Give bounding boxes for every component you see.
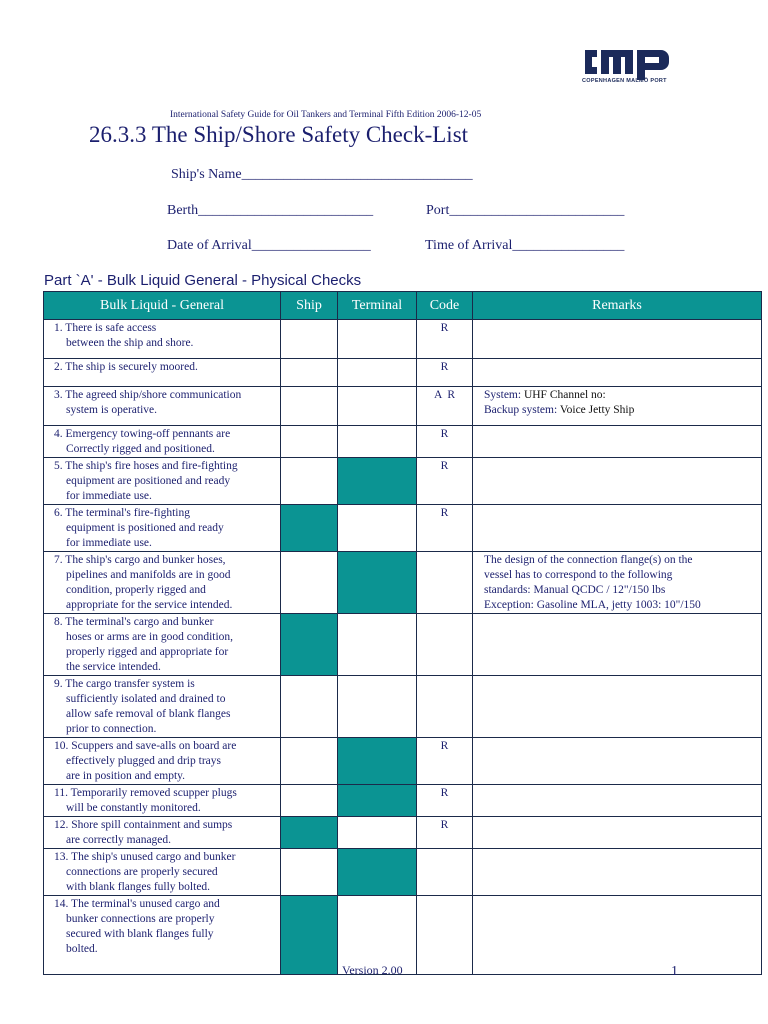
- remarks-value: The design of the connection flange(s) on the: [484, 554, 693, 566]
- remarks-line: [484, 598, 758, 613]
- check-item-line: 9. The cargo transfer system is: [54, 678, 195, 690]
- table-row: [44, 738, 762, 785]
- terminal-check-cell[interactable]: [338, 614, 417, 676]
- code-cell: [417, 552, 473, 614]
- code-cell: [417, 614, 473, 676]
- table-row: [44, 614, 762, 676]
- check-item-text: [44, 785, 281, 817]
- remarks-cell[interactable]: [473, 320, 762, 359]
- terminal-check-cell[interactable]: [338, 676, 417, 738]
- remarks-value: standards: Manual QCDC / 12"/150 lbs: [484, 584, 666, 596]
- terminal-cell-not-applicable: [338, 738, 417, 785]
- check-item-line: appropriate for the service intended.: [66, 599, 233, 611]
- terminal-check-cell[interactable]: [338, 505, 417, 552]
- check-item-line: connections are properly secured: [66, 866, 218, 878]
- port-field[interactable]: Port_________________________: [426, 203, 625, 218]
- terminal-cell-not-applicable: [338, 785, 417, 817]
- ship-cell-not-applicable: [281, 505, 338, 552]
- table-header-row: [44, 292, 762, 320]
- ship-name-field[interactable]: Ship's Name_________________________________: [171, 167, 473, 182]
- ship-check-cell[interactable]: [281, 458, 338, 505]
- check-item-line: are correctly managed.: [66, 834, 172, 846]
- check-item-text: [44, 614, 281, 676]
- check-item-line: 3. The agreed ship/shore communication: [54, 389, 242, 401]
- berth-field[interactable]: Berth_________________________: [167, 203, 374, 218]
- remarks-value: UHF Channel no:: [523, 389, 606, 401]
- terminal-check-cell[interactable]: [338, 387, 417, 426]
- check-item-line: bunker connections are properly: [66, 913, 215, 925]
- code-cell: A R: [417, 387, 473, 426]
- check-item-text: [44, 817, 281, 849]
- code-cell: R: [417, 458, 473, 505]
- check-item-line: are in position and empty.: [66, 770, 186, 782]
- page-title: 26.3.3 The Ship/Shore Safety Check-List: [89, 122, 469, 147]
- column-header-code: Code: [417, 292, 473, 320]
- time-of-arrival-field[interactable]: Time of Arrival________________: [425, 238, 625, 253]
- remarks-value: Voice Jetty Ship: [559, 404, 635, 416]
- table-row: [44, 849, 762, 896]
- ship-check-cell[interactable]: [281, 785, 338, 817]
- code-cell: R: [417, 817, 473, 849]
- column-header-remarks: Remarks: [473, 292, 762, 320]
- document-supertitle: International Safety Guide for Oil Tankers and Terminal Fifth Edition 2006-12-05: [170, 110, 482, 120]
- ship-check-cell[interactable]: [281, 426, 338, 458]
- remarks-cell[interactable]: [473, 738, 762, 785]
- ship-check-cell[interactable]: [281, 320, 338, 359]
- table-row: [44, 676, 762, 738]
- check-item-line: 10. Scuppers and save-alls on board are: [54, 740, 237, 752]
- check-item-line: 2. The ship is securely moored.: [54, 361, 198, 373]
- check-item-text: [44, 738, 281, 785]
- check-item-text: [44, 458, 281, 505]
- remarks-label: System:: [484, 389, 524, 401]
- remarks-line: [484, 553, 758, 568]
- page-number: 1: [671, 964, 678, 979]
- terminal-check-cell[interactable]: [338, 426, 417, 458]
- code-cell: R: [417, 785, 473, 817]
- check-item-line: equipment are positioned and ready: [66, 475, 231, 487]
- check-item-line: system is operative.: [66, 404, 158, 416]
- check-item-text: [44, 849, 281, 896]
- table-row: [44, 387, 762, 426]
- check-item-line: with blank flanges fully bolted.: [66, 881, 211, 893]
- logo-subtitle: COPENHAGEN MALMÖ PORT: [582, 78, 667, 84]
- check-item-line: 13. The ship's unused cargo and bunker: [54, 851, 236, 863]
- code-cell: [417, 849, 473, 896]
- table-row: [44, 426, 762, 458]
- terminal-cell-not-applicable: [338, 849, 417, 896]
- terminal-check-cell[interactable]: [338, 359, 417, 387]
- table-row: [44, 552, 762, 614]
- check-item-text: [44, 426, 281, 458]
- check-item-text: [44, 387, 281, 426]
- check-item-line: 1. There is safe access: [54, 322, 157, 334]
- check-item-line: will be constantly monitored.: [66, 802, 201, 814]
- ship-check-cell[interactable]: [281, 738, 338, 785]
- ship-cell-not-applicable: [281, 896, 338, 975]
- remarks-line: [484, 388, 758, 403]
- ship-check-cell[interactable]: [281, 676, 338, 738]
- remarks-value: Exception: Gasoline MLA, jetty 1003: 10"/150: [484, 599, 701, 611]
- check-item-line: effectively plugged and drip trays: [66, 755, 221, 767]
- code-cell: R: [417, 320, 473, 359]
- remarks-cell[interactable]: [473, 505, 762, 552]
- table-row: [44, 817, 762, 849]
- ship-cell-not-applicable: [281, 817, 338, 849]
- check-item-line: allow safe removal of blank flanges: [66, 708, 231, 720]
- check-item-line: properly rigged and appropriate for: [66, 646, 229, 658]
- remarks-cell[interactable]: [473, 676, 762, 738]
- check-item-text: [44, 359, 281, 387]
- table-row: [44, 359, 762, 387]
- table-row: [44, 320, 762, 359]
- code-cell: [417, 896, 473, 975]
- check-item-line: 5. The ship's fire hoses and fire-fighting: [54, 460, 238, 472]
- remarks-cell[interactable]: [473, 359, 762, 387]
- ship-check-cell[interactable]: [281, 387, 338, 426]
- remarks-cell[interactable]: [473, 458, 762, 505]
- remarks-line: [484, 583, 758, 598]
- check-item-line: secured with blank flanges fully: [66, 928, 214, 940]
- column-header-ship: Ship: [281, 292, 338, 320]
- check-item-line: sufficiently isolated and drained to: [66, 693, 226, 705]
- part-a-title: Part `A' - Bulk Liquid General - Physical Checks: [44, 272, 362, 289]
- check-item-line: for immediate use.: [66, 490, 152, 502]
- remarks-cell[interactable]: [473, 785, 762, 817]
- check-item-line: 11. Temporarily removed scupper plugs: [54, 787, 237, 799]
- remarks-cell[interactable]: [473, 387, 762, 426]
- check-item-line: hoses or arms are in good condition,: [66, 631, 234, 643]
- column-header-terminal: Terminal: [338, 292, 417, 320]
- code-cell: R: [417, 426, 473, 458]
- terminal-check-cell[interactable]: [338, 320, 417, 359]
- remarks-cell[interactable]: [473, 849, 762, 896]
- ship-check-cell[interactable]: [281, 552, 338, 614]
- check-item-line: 4. Emergency towing-off pennants are: [54, 428, 231, 440]
- terminal-check-cell[interactable]: [338, 817, 417, 849]
- remarks-cell[interactable]: [473, 896, 762, 975]
- check-item-line: pipelines and manifolds are in good: [66, 569, 231, 581]
- remarks-line: [484, 568, 758, 583]
- check-item-text: [44, 505, 281, 552]
- remarks-cell[interactable]: [473, 426, 762, 458]
- remarks-cell[interactable]: [473, 614, 762, 676]
- ship-cell-not-applicable: [281, 614, 338, 676]
- ship-check-cell[interactable]: [281, 849, 338, 896]
- remarks-cell[interactable]: [473, 552, 762, 614]
- check-item-text: [44, 676, 281, 738]
- checklist-table: [43, 291, 762, 975]
- ship-check-cell[interactable]: [281, 359, 338, 387]
- table-row: [44, 785, 762, 817]
- check-item-text: [44, 896, 281, 975]
- check-item-line: 8. The terminal's cargo and bunker: [54, 616, 214, 628]
- check-item-line: Correctly rigged and positioned.: [66, 443, 215, 455]
- check-item-text: [44, 320, 281, 359]
- check-item-line: prior to connection.: [66, 723, 157, 735]
- code-cell: R: [417, 359, 473, 387]
- check-item-line: condition, properly rigged and: [66, 584, 206, 596]
- version-label: Version 2.00: [342, 963, 403, 977]
- check-item-line: equipment is positioned and ready: [66, 522, 224, 534]
- remarks-value: vessel has to correspond to the following: [484, 569, 673, 581]
- check-item-line: 14. The terminal's unused cargo and: [54, 898, 220, 910]
- check-item-line: 12. Shore spill containment and sumps: [54, 819, 233, 831]
- code-cell: [417, 676, 473, 738]
- code-cell: R: [417, 738, 473, 785]
- check-item-line: 6. The terminal's fire-fighting: [54, 507, 190, 519]
- table-row: [44, 505, 762, 552]
- check-item-line: 7. The ship's cargo and bunker hoses,: [54, 554, 226, 566]
- table-row: [44, 458, 762, 505]
- date-of-arrival-field[interactable]: Date of Arrival_________________: [167, 238, 371, 253]
- remarks-cell[interactable]: [473, 817, 762, 849]
- check-item-line: between the ship and shore.: [66, 337, 194, 349]
- code-cell: R: [417, 505, 473, 552]
- remarks-label: Backup system:: [484, 404, 560, 416]
- check-item-line: for immediate use.: [66, 537, 152, 549]
- terminal-cell-not-applicable: [338, 458, 417, 505]
- terminal-cell-not-applicable: [338, 552, 417, 614]
- check-item-line: bolted.: [66, 943, 98, 955]
- column-header-item: Bulk Liquid - General: [44, 292, 281, 320]
- check-item-text: [44, 552, 281, 614]
- remarks-line: [484, 403, 758, 418]
- check-item-line: the service intended.: [66, 661, 161, 673]
